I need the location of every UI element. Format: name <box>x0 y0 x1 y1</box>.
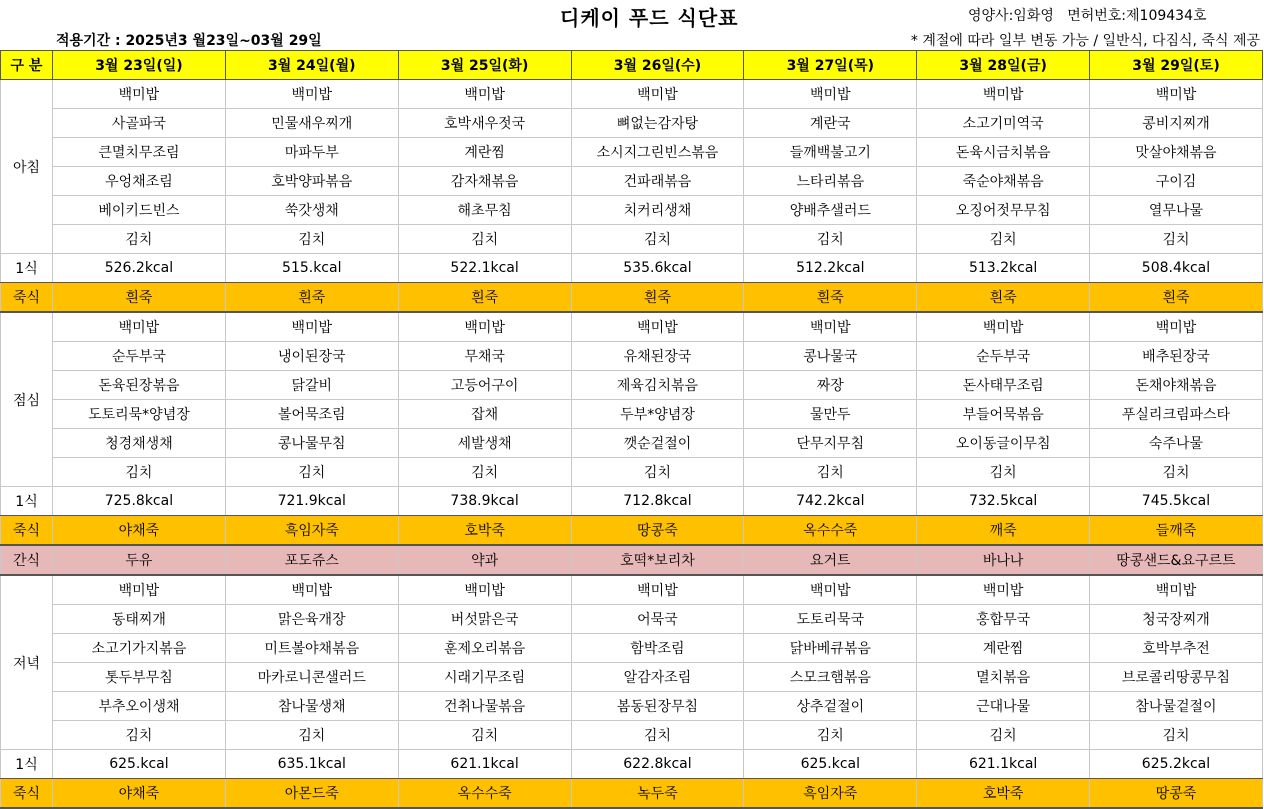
breakfast-dish: 느타리볶음 <box>744 167 917 196</box>
dinner-dish: 브로콜리땅콩무침 <box>1090 663 1263 692</box>
page-title: 디케이 푸드 식단표 <box>560 6 739 30</box>
dinner-dish: 김치 <box>744 721 917 750</box>
snack-item: 요거트 <box>744 545 917 575</box>
dinner-dish-row <box>1 692 1263 721</box>
lunch-dish: 순두부국 <box>917 342 1090 371</box>
dinner-dish: 함박조림 <box>571 634 744 663</box>
lunch-dish: 오이동글이무침 <box>917 429 1090 458</box>
breakfast-porridge: 흰죽 <box>225 283 398 313</box>
breakfast-dish: 맛살야채볶음 <box>1090 138 1263 167</box>
lunch-kcal: 725.8kcal <box>53 487 226 516</box>
lunch-dish: 김치 <box>744 458 917 487</box>
dinner-kcal: 622.8kcal <box>571 750 744 779</box>
breakfast-porridge: 흰죽 <box>398 283 571 313</box>
lunch-porridge: 야채죽 <box>53 516 226 546</box>
lunch-dish: 물만두 <box>744 400 917 429</box>
lunch-dish: 백미밥 <box>917 312 1090 342</box>
day-header: 3월 26일(수) <box>571 51 744 80</box>
dinner-dish: 김치 <box>571 721 744 750</box>
lunch-porridge: 흑임자죽 <box>225 516 398 546</box>
dinner-dish: 홍합무국 <box>917 605 1090 634</box>
lunch-kcal: 721.9kcal <box>225 487 398 516</box>
breakfast-dish: 백미밥 <box>225 80 398 109</box>
breakfast-dish: 베이키드빈스 <box>53 196 226 225</box>
dinner-porridge: 땅콩죽 <box>1090 779 1263 809</box>
dinner-dish-row <box>1 663 1263 692</box>
lunch-dish: 김치 <box>398 458 571 487</box>
lunch-dish: 고등어구이 <box>398 371 571 400</box>
lunch-dish: 백미밥 <box>398 312 571 342</box>
snack-item: 두유 <box>53 545 226 575</box>
dinner-dish: 상추겉절이 <box>744 692 917 721</box>
breakfast-dish: 건파래볶음 <box>571 167 744 196</box>
lunch-dish: 김치 <box>225 458 398 487</box>
breakfast-kcal: 535.6kcal <box>571 254 744 283</box>
dinner-dish: 백미밥 <box>1090 575 1263 605</box>
lunch-dish: 청경채생채 <box>53 429 226 458</box>
breakfast-dish: 큰멸치무조림 <box>53 138 226 167</box>
lunch-kcal: 738.9kcal <box>398 487 571 516</box>
lunch-dish: 김치 <box>571 458 744 487</box>
breakfast-porridge-row <box>1 283 1263 313</box>
dinner-dish: 동태찌개 <box>53 605 226 634</box>
lunch-kcal: 742.2kcal <box>744 487 917 516</box>
lunch-dish: 김치 <box>917 458 1090 487</box>
lunch-dish: 유채된장국 <box>571 342 744 371</box>
dinner-dish: 마카로니콘샐러드 <box>225 663 398 692</box>
lunch-dish: 백미밥 <box>225 312 398 342</box>
snack-item: 바나나 <box>917 545 1090 575</box>
lunch-dish: 닭갈비 <box>225 371 398 400</box>
lunch-dish: 부들어묵볶음 <box>917 400 1090 429</box>
lunch-dish: 콩나물무침 <box>225 429 398 458</box>
breakfast-dish: 김치 <box>225 225 398 254</box>
lunch-porridge: 호박죽 <box>398 516 571 546</box>
dinner-porridge: 녹두죽 <box>571 779 744 809</box>
dinner-dish: 부추오이생채 <box>53 692 226 721</box>
lunch-dish: 돈사태무조림 <box>917 371 1090 400</box>
lunch-dish: 돈채야채볶음 <box>1090 371 1263 400</box>
dinner-dish: 백미밥 <box>398 575 571 605</box>
lunch-porridge: 땅콩죽 <box>571 516 744 546</box>
lunch-dish: 푸실리크림파스타 <box>1090 400 1263 429</box>
lunch-dish: 짜장 <box>744 371 917 400</box>
dinner-dish: 백미밥 <box>53 575 226 605</box>
lunch-dish: 무채국 <box>398 342 571 371</box>
lunch-kcal-row <box>1 487 1263 516</box>
dinner-dish: 미트볼야채볶음 <box>225 634 398 663</box>
day-header: 3월 23일(일) <box>53 51 226 80</box>
dinner-dish: 참나물겉절이 <box>1090 692 1263 721</box>
header-label: 구 분 <box>1 51 53 80</box>
breakfast-dish: 구이김 <box>1090 167 1263 196</box>
notice-text: * 계절에 따라 일부 변동 가능 / 일반식, 다짐식, 죽식 제공 <box>910 33 1260 49</box>
dinner-dish: 백미밥 <box>744 575 917 605</box>
breakfast-kcal-label: 1식 <box>1 254 53 283</box>
breakfast-kcal: 513.2kcal <box>917 254 1090 283</box>
dinner-kcal-row <box>1 750 1263 779</box>
breakfast-dish: 백미밥 <box>571 80 744 109</box>
lunch-porridge-label: 죽식 <box>1 516 53 546</box>
breakfast-dish: 김치 <box>744 225 917 254</box>
breakfast-dish: 우엉채조림 <box>53 167 226 196</box>
dinner-dish: 알감자조림 <box>571 663 744 692</box>
breakfast-dish: 양배추샐러드 <box>744 196 917 225</box>
lunch-porridge: 깨죽 <box>917 516 1090 546</box>
lunch-porridge: 들깨죽 <box>1090 516 1263 546</box>
breakfast-dish-row <box>1 225 1263 254</box>
dinner-porridge: 호박죽 <box>917 779 1090 809</box>
breakfast-porridge: 흰죽 <box>917 283 1090 313</box>
lunch-dish: 볼어묵조림 <box>225 400 398 429</box>
dinner-kcal: 625.kcal <box>53 750 226 779</box>
dinner-dish: 김치 <box>53 721 226 750</box>
breakfast-porridge: 흰죽 <box>571 283 744 313</box>
breakfast-dish: 김치 <box>917 225 1090 254</box>
dinner-dish: 스모크햄볶음 <box>744 663 917 692</box>
breakfast-kcal: 522.1kcal <box>398 254 571 283</box>
dinner-porridge: 아몬드죽 <box>225 779 398 809</box>
lunch-dish: 도토리묵*양념장 <box>53 400 226 429</box>
dinner-dish-row <box>1 575 1263 605</box>
dinner-kcal: 625.kcal <box>744 750 917 779</box>
lunch-dish-row <box>1 429 1263 458</box>
breakfast-dish: 사골파국 <box>53 109 226 138</box>
dinner-dish: 김치 <box>225 721 398 750</box>
breakfast-label: 아침 <box>1 80 53 254</box>
snack-item: 땅콩샌드&요구르트 <box>1090 545 1263 575</box>
lunch-kcal-label: 1식 <box>1 487 53 516</box>
lunch-dish: 제육김치볶음 <box>571 371 744 400</box>
lunch-dish: 돈육된장볶음 <box>53 371 226 400</box>
lunch-dish: 단무지무침 <box>744 429 917 458</box>
lunch-dish: 배추된장국 <box>1090 342 1263 371</box>
lunch-kcal: 712.8kcal <box>571 487 744 516</box>
breakfast-dish: 마파두부 <box>225 138 398 167</box>
lunch-dish: 김치 <box>1090 458 1263 487</box>
breakfast-dish-row <box>1 109 1263 138</box>
lunch-dish: 두부*양념장 <box>571 400 744 429</box>
dinner-label: 저녁 <box>1 575 53 750</box>
breakfast-dish: 계란찜 <box>398 138 571 167</box>
breakfast-dish: 김치 <box>571 225 744 254</box>
breakfast-kcal: 512.2kcal <box>744 254 917 283</box>
breakfast-dish: 백미밥 <box>398 80 571 109</box>
dinner-dish: 버섯맑은국 <box>398 605 571 634</box>
breakfast-dish: 감자채볶음 <box>398 167 571 196</box>
dinner-dish-row <box>1 721 1263 750</box>
snack-label: 간식 <box>1 545 53 575</box>
lunch-dish: 김치 <box>53 458 226 487</box>
breakfast-dish-row <box>1 196 1263 225</box>
dinner-dish: 김치 <box>917 721 1090 750</box>
dinner-dish-row <box>1 634 1263 663</box>
dinner-dish: 청국장찌개 <box>1090 605 1263 634</box>
lunch-dish: 깻순겉절이 <box>571 429 744 458</box>
lunch-dish-row <box>1 458 1263 487</box>
dinner-dish: 호박부추전 <box>1090 634 1263 663</box>
lunch-kcal: 732.5kcal <box>917 487 1090 516</box>
dinner-dish: 멸치볶음 <box>917 663 1090 692</box>
application-period: 적용기간 : 2025년3 월23일~03월 29일 <box>56 33 322 49</box>
breakfast-dish: 들깨백불고기 <box>744 138 917 167</box>
nutritionist-info: 영양사:임화영 면허번호:제109434호 <box>968 8 1207 24</box>
dinner-dish: 맑은육개장 <box>225 605 398 634</box>
lunch-label: 점심 <box>1 312 53 487</box>
day-header: 3월 24일(월) <box>225 51 398 80</box>
day-header: 3월 25일(화) <box>398 51 571 80</box>
breakfast-porridge: 흰죽 <box>744 283 917 313</box>
lunch-porridge-row <box>1 516 1263 546</box>
breakfast-dish: 돈육시금치볶음 <box>917 138 1090 167</box>
breakfast-dish: 호박양파볶음 <box>225 167 398 196</box>
snack-item: 호떡*보리차 <box>571 545 744 575</box>
lunch-dish: 잡채 <box>398 400 571 429</box>
dinner-kcal: 625.2kcal <box>1090 750 1263 779</box>
breakfast-dish: 죽순야채볶음 <box>917 167 1090 196</box>
dinner-kcal: 621.1kcal <box>398 750 571 779</box>
breakfast-dish: 오징어젓무무침 <box>917 196 1090 225</box>
breakfast-kcal: 508.4kcal <box>1090 254 1263 283</box>
breakfast-dish: 백미밥 <box>53 80 226 109</box>
lunch-dish-row <box>1 371 1263 400</box>
lunch-dish-row <box>1 342 1263 371</box>
breakfast-dish: 김치 <box>398 225 571 254</box>
dinner-porridge-label: 죽식 <box>1 779 53 809</box>
dinner-kcal: 635.1kcal <box>225 750 398 779</box>
header-row <box>1 51 1263 80</box>
dinner-dish: 근대나물 <box>917 692 1090 721</box>
dinner-dish: 봄동된장무침 <box>571 692 744 721</box>
snack-row <box>1 545 1263 575</box>
breakfast-porridge-label: 죽식 <box>1 283 53 313</box>
snack-item: 약과 <box>398 545 571 575</box>
breakfast-dish: 열무나물 <box>1090 196 1263 225</box>
breakfast-dish: 김치 <box>53 225 226 254</box>
dinner-dish: 톳두부무침 <box>53 663 226 692</box>
dinner-kcal-label: 1식 <box>1 750 53 779</box>
lunch-dish: 콩나물국 <box>744 342 917 371</box>
dinner-dish-row <box>1 605 1263 634</box>
breakfast-dish: 소시지그린빈스볶음 <box>571 138 744 167</box>
meal-plan-table <box>0 50 1263 809</box>
breakfast-dish: 민물새우찌개 <box>225 109 398 138</box>
dinner-dish: 김치 <box>398 721 571 750</box>
lunch-porridge: 옥수수죽 <box>744 516 917 546</box>
dinner-dish: 닭바베큐볶음 <box>744 634 917 663</box>
dinner-dish: 시래기무조림 <box>398 663 571 692</box>
breakfast-dish: 백미밥 <box>744 80 917 109</box>
day-header: 3월 28일(금) <box>917 51 1090 80</box>
breakfast-dish-row <box>1 80 1263 109</box>
dinner-porridge: 옥수수죽 <box>398 779 571 809</box>
dinner-dish: 훈제오리볶음 <box>398 634 571 663</box>
breakfast-dish: 백미밥 <box>1090 80 1263 109</box>
lunch-dish-row <box>1 400 1263 429</box>
dinner-porridge: 야채죽 <box>53 779 226 809</box>
snack-item: 포도쥬스 <box>225 545 398 575</box>
lunch-dish: 세발생채 <box>398 429 571 458</box>
dinner-dish: 참나물생채 <box>225 692 398 721</box>
dinner-dish: 건취나물볶음 <box>398 692 571 721</box>
lunch-dish: 순두부국 <box>53 342 226 371</box>
breakfast-dish: 해초무침 <box>398 196 571 225</box>
breakfast-dish: 김치 <box>1090 225 1263 254</box>
lunch-kcal: 745.5kcal <box>1090 487 1263 516</box>
dinner-dish: 백미밥 <box>917 575 1090 605</box>
lunch-dish: 백미밥 <box>744 312 917 342</box>
breakfast-dish: 호박새우젓국 <box>398 109 571 138</box>
breakfast-dish: 소고기미역국 <box>917 109 1090 138</box>
breakfast-dish-row <box>1 167 1263 196</box>
breakfast-dish: 치커리생채 <box>571 196 744 225</box>
dinner-dish: 김치 <box>1090 721 1263 750</box>
breakfast-dish: 계란국 <box>744 109 917 138</box>
lunch-dish: 냉이된장국 <box>225 342 398 371</box>
breakfast-dish: 백미밥 <box>917 80 1090 109</box>
day-header: 3월 29일(토) <box>1090 51 1263 80</box>
lunch-dish-row <box>1 312 1263 342</box>
breakfast-kcal: 526.2kcal <box>53 254 226 283</box>
dinner-dish: 계란찜 <box>917 634 1090 663</box>
breakfast-porridge: 흰죽 <box>1090 283 1263 313</box>
dinner-kcal: 621.1kcal <box>917 750 1090 779</box>
dinner-dish: 백미밥 <box>225 575 398 605</box>
dinner-dish: 도토리묵국 <box>744 605 917 634</box>
dinner-porridge: 흑임자죽 <box>744 779 917 809</box>
breakfast-kcal: 515.kcal <box>225 254 398 283</box>
lunch-dish: 숙주나물 <box>1090 429 1263 458</box>
lunch-dish: 백미밥 <box>53 312 226 342</box>
dinner-dish: 백미밥 <box>571 575 744 605</box>
breakfast-kcal-row <box>1 254 1263 283</box>
dinner-dish: 소고기가지볶음 <box>53 634 226 663</box>
breakfast-porridge: 흰죽 <box>53 283 226 313</box>
breakfast-dish: 뼈없는감자탕 <box>571 109 744 138</box>
dinner-dish: 어묵국 <box>571 605 744 634</box>
lunch-dish: 백미밥 <box>1090 312 1263 342</box>
lunch-dish: 백미밥 <box>571 312 744 342</box>
breakfast-dish: 쑥갓생채 <box>225 196 398 225</box>
breakfast-dish-row <box>1 138 1263 167</box>
day-header: 3월 27일(목) <box>744 51 917 80</box>
breakfast-dish: 콩비지찌개 <box>1090 109 1263 138</box>
